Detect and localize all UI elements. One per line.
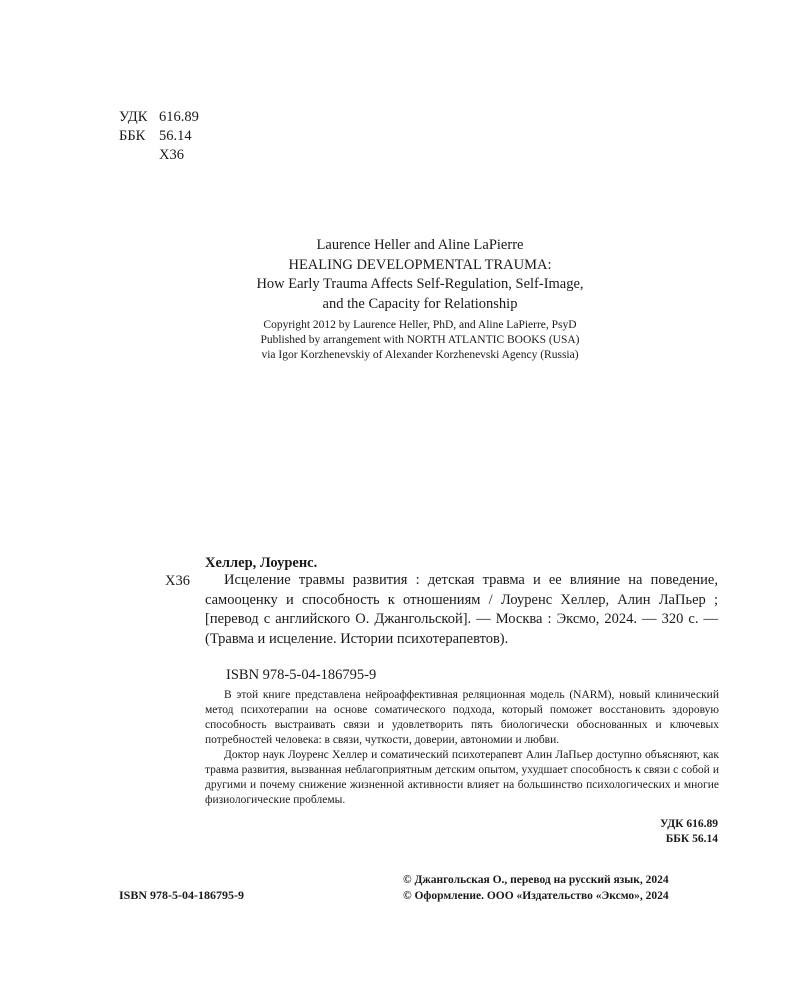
- index-udk: УДК 616.89: [659, 818, 718, 830]
- copyright-line1: Copyright 2012 by Laurence Heller, PhD, and Aline LaPierre, PsyD: [263, 319, 577, 331]
- classification-block: [119, 108, 199, 165]
- original-subtitle-line1: How Early Trauma Affects Self-Regulation, Self-Image,: [256, 276, 584, 292]
- original-authors: Laurence Heller and Aline LaPierre: [316, 237, 524, 253]
- copyright-line2: Published by arrangement with NORTH ATLANTIC BOOKS (USA): [260, 334, 580, 346]
- bbk-label: ББК: [119, 128, 146, 144]
- udk-label: УДК: [119, 109, 148, 125]
- original-edition-block: [150, 236, 690, 314]
- bbk-row: [119, 127, 199, 146]
- footer-isbn: ISBN 978-5-04-186795-9: [119, 888, 244, 902]
- record-isbn: ISBN 978-5-04-186795-9: [226, 667, 377, 683]
- annotation-paragraph-1: В этой книге представлена нейроаффективная реляционная модель (NARM), новый клинический метод психотерапии на основе соматического подхода, который поможет восстановить здоровую способность выстраивать связи и удовлетворить пять биологически обоснованных и ключевых потребностей человека: в связи, чуткости, доверии, автономии и любви.: [205, 689, 719, 746]
- annotation-paragraph-2: Доктор наук Лоуренс Хеллер и соматический психотерапевт Алин ЛаПьер доступно объясняют, как травма развития, вызванная неблагоприятным детским опытом, ухудшает способность к связи с собой и другими и почему снижение жизненной активности влияет на большинство психологических и многие физиологические проблемы.: [205, 749, 719, 806]
- udk-row: [119, 108, 199, 127]
- index-right-block: [600, 817, 718, 847]
- author-sign: Х36: [159, 147, 184, 163]
- record-code: Х36: [165, 573, 190, 589]
- record-author-heading: Хеллер, Лоуренс.: [205, 555, 318, 571]
- udk-value: 616.89: [159, 109, 199, 125]
- annotation: [205, 688, 719, 808]
- record-description: Исцеление травмы развития : детская травма и ее влияние на поведение, самооценку и способность к отношениям / Лоуренс Хеллер, Алин ЛаПьер ; [перевод с английского О. Джангольской]. — Москва : Эксмо, 2024. — 320 с. — (Травма и исцеление. Истории психотерапевтов).: [205, 572, 718, 647]
- original-subtitle-line2: and the Capacity for Relationship: [322, 295, 518, 312]
- copyright-block: [150, 318, 690, 363]
- footer-copyright-translation: © Джангольская О., перевод на русский язык, 2024: [403, 874, 669, 886]
- index-bbk: ББК 56.14: [665, 833, 718, 845]
- copyright-line3: via Igor Korzhenevskiy of Alexander Korzhenevski Agency (Russia): [261, 349, 579, 361]
- footer-copyright-block: [403, 873, 669, 904]
- footer-copyright-design: © Оформление. ООО «Издательство «Эксмо», 2024: [403, 889, 669, 902]
- bbk-value: 56.14: [159, 128, 192, 144]
- original-title: HEALING DEVELOPMENTAL TRAUMA:: [288, 256, 552, 273]
- author-sign-row: [119, 146, 199, 165]
